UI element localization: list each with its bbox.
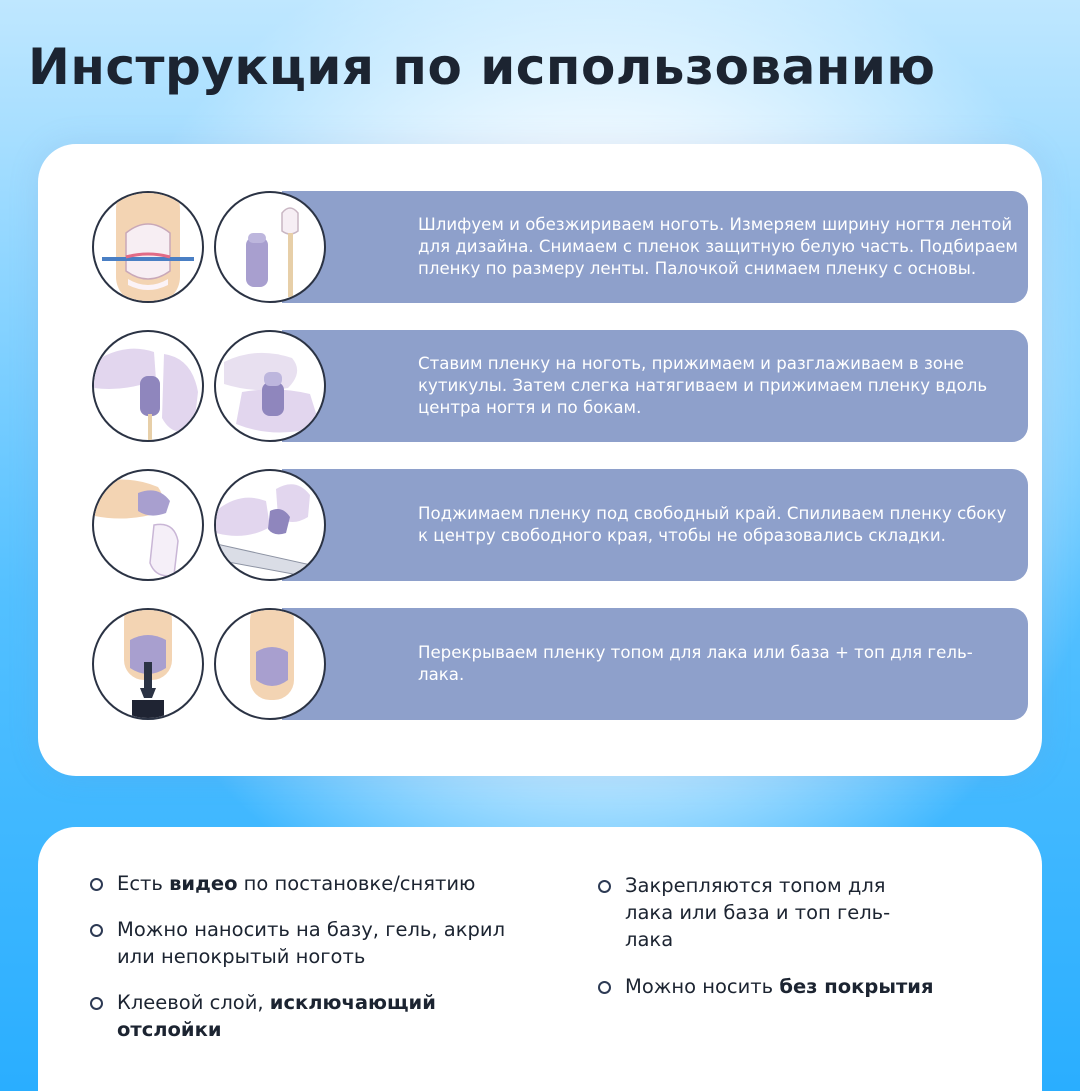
bullet-icon <box>598 880 611 893</box>
measure-nail-icon <box>92 191 204 303</box>
feature-text: Можно носить без покрытия <box>625 975 934 998</box>
feature-text: Есть видео по постановке/снятию <box>117 872 476 895</box>
step-text: Шлифуем и обезжириваем ноготь. Измеряем ширину ногтя лентой для дизайна. Снимаем с пленок защитную белую часть. Подбираем пленку по размеру ленты. Палочкой снимаем пленку с основы. <box>418 215 1018 278</box>
file-nail-icon <box>214 469 326 581</box>
steps-card <box>38 144 1042 776</box>
step-text: Перекрываем пленку топом для лака или база + топ для гель-лака. <box>418 643 973 684</box>
feature-no-coating <box>598 973 1018 1000</box>
step-text: Ставим пленку на ноготь, прижимаем и разглаживаем в зоне кутикулы. Затем слегка натягиваем и прижимаем пленку вдоль центра ногтя и по бокам. <box>418 354 988 417</box>
feature-video <box>90 870 570 897</box>
bullet-icon <box>598 981 611 994</box>
bullet-icon <box>90 878 103 891</box>
smooth-film-icon <box>214 330 326 442</box>
page-title: Инструкция по использованию <box>28 38 936 96</box>
finished-nail-icon <box>214 608 326 720</box>
fold-film-icon <box>92 469 204 581</box>
bullet-icon <box>90 997 103 1010</box>
pusher-stick-icon <box>214 191 326 303</box>
bullet-icon <box>90 924 103 937</box>
feature-base <box>90 916 510 970</box>
press-film-icon <box>92 330 204 442</box>
feature-text: Можно наносить на базу, гель, акрил или непокрытый ноготь <box>117 918 506 968</box>
info-card <box>38 827 1042 1091</box>
feature-top <box>598 872 898 953</box>
top-coat-brush-icon <box>92 608 204 720</box>
feature-adhesive <box>90 989 510 1043</box>
feature-text: Закрепляются топом для лака или база и топ гель-лака <box>625 874 891 951</box>
step-text: Поджимаем пленку под свободный край. Спиливаем пленку сбоку к центру свободного края, чтобы не образовались складки. <box>418 504 1007 545</box>
feature-text: Клеевой слой, исключающий отслойки <box>117 991 436 1041</box>
